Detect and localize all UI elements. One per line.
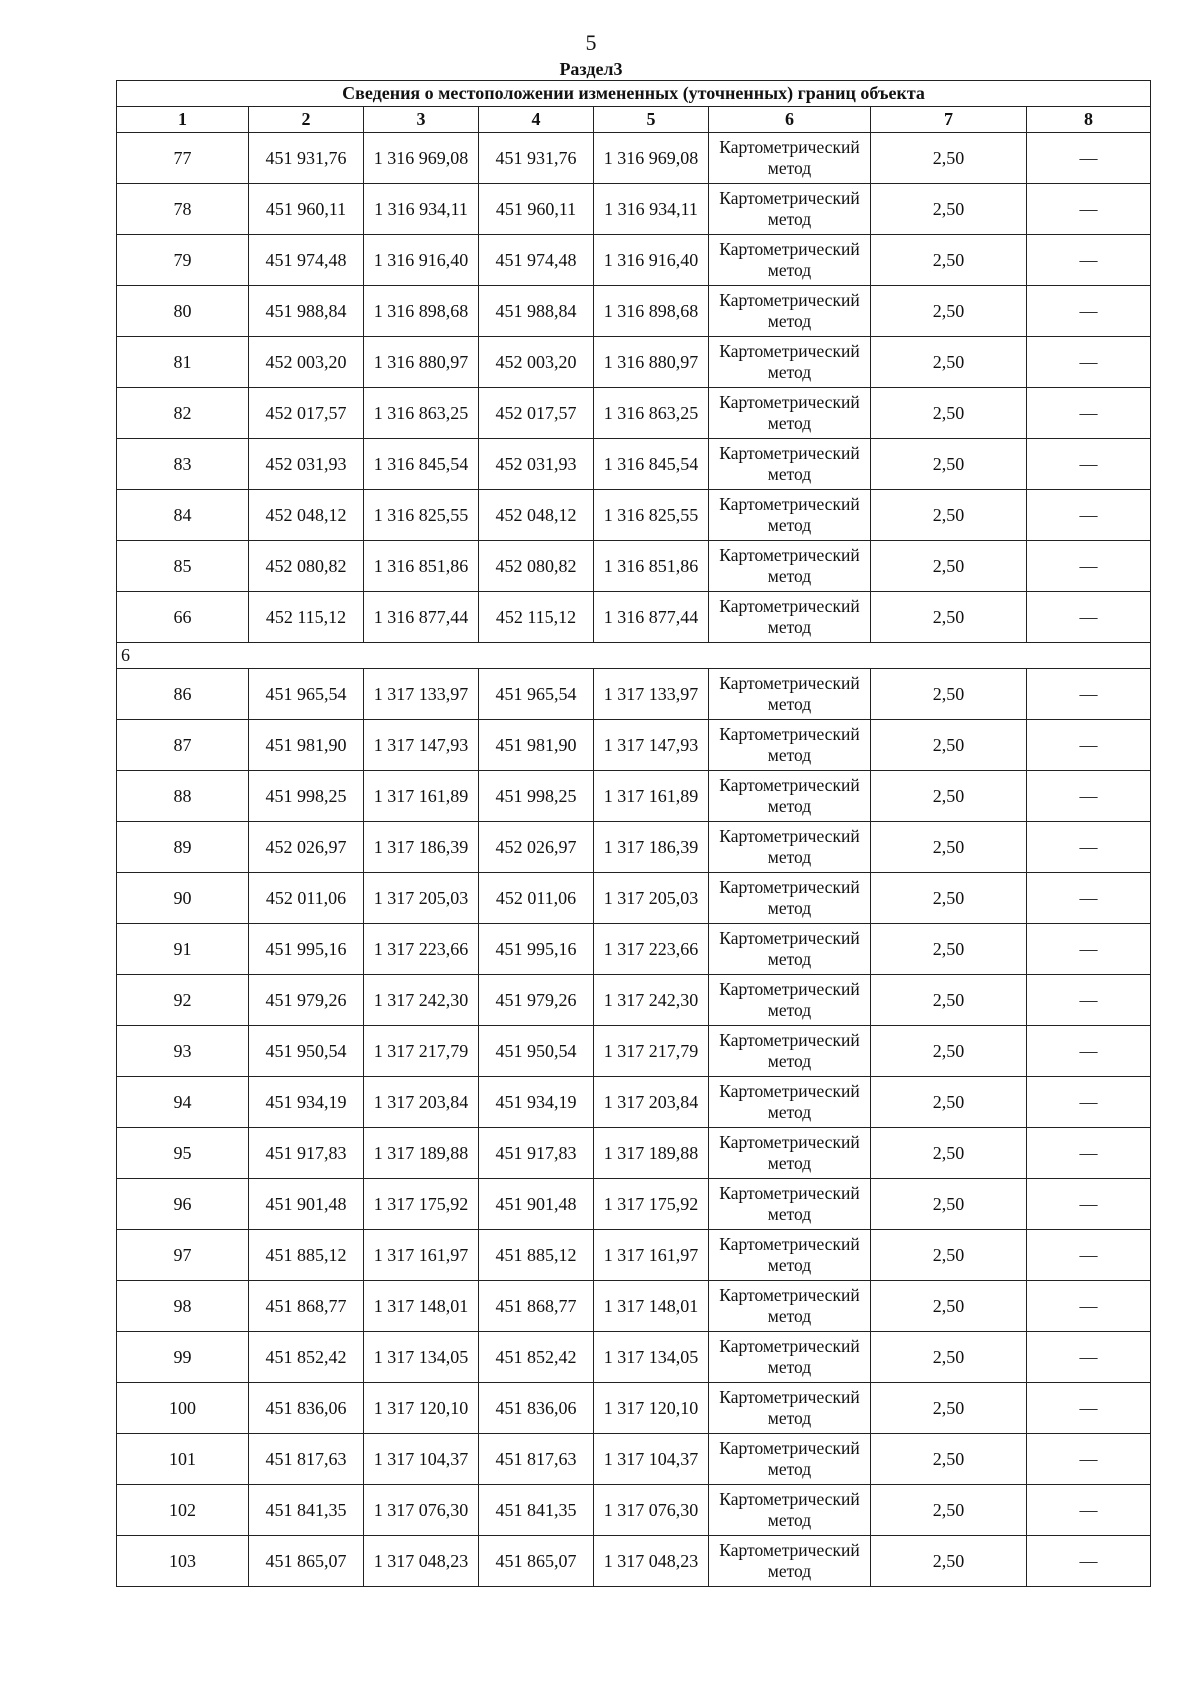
x-existing-cell: 451 998,25 bbox=[249, 771, 364, 822]
y-new-cell: 1 317 242,30 bbox=[594, 975, 709, 1026]
point-number-cell: 89 bbox=[117, 822, 249, 873]
y-new-cell: 1 317 120,10 bbox=[594, 1383, 709, 1434]
table-row bbox=[117, 1077, 1151, 1128]
y-new-cell: 1 317 161,97 bbox=[594, 1230, 709, 1281]
method-cell: Картометрический метод bbox=[709, 975, 871, 1026]
table-row bbox=[117, 924, 1151, 975]
y-existing-cell: 1 317 161,89 bbox=[364, 771, 479, 822]
method-cell: Картометрический метод bbox=[709, 924, 871, 975]
table-row bbox=[117, 771, 1151, 822]
point-number-cell: 98 bbox=[117, 1281, 249, 1332]
column-header: 7 bbox=[871, 107, 1027, 133]
accuracy-cell: 2,50 bbox=[871, 337, 1027, 388]
x-existing-cell: 451 917,83 bbox=[249, 1128, 364, 1179]
y-new-cell: 1 317 175,92 bbox=[594, 1179, 709, 1230]
table-row bbox=[117, 1536, 1151, 1587]
method-cell: Картометрический метод bbox=[709, 1179, 871, 1230]
point-number-cell: 77 bbox=[117, 133, 249, 184]
description-cell: — bbox=[1027, 1536, 1151, 1587]
accuracy-cell: 2,50 bbox=[871, 1128, 1027, 1179]
y-existing-cell: 1 316 825,55 bbox=[364, 490, 479, 541]
boundary-coordinates-table bbox=[116, 80, 1151, 1587]
method-cell: Картометрический метод bbox=[709, 720, 871, 771]
method-cell: Картометрический метод bbox=[709, 235, 871, 286]
y-existing-cell: 1 316 969,08 bbox=[364, 133, 479, 184]
x-existing-cell: 452 031,93 bbox=[249, 439, 364, 490]
method-cell: Картометрический метод bbox=[709, 1230, 871, 1281]
method-cell: Картометрический метод bbox=[709, 286, 871, 337]
x-new-cell: 451 950,54 bbox=[479, 1026, 594, 1077]
point-number-cell: 103 bbox=[117, 1536, 249, 1587]
x-new-cell: 451 901,48 bbox=[479, 1179, 594, 1230]
x-new-cell: 451 981,90 bbox=[479, 720, 594, 771]
x-new-cell: 451 885,12 bbox=[479, 1230, 594, 1281]
x-existing-cell: 451 868,77 bbox=[249, 1281, 364, 1332]
y-new-cell: 1 316 934,11 bbox=[594, 184, 709, 235]
contour-label: 6 bbox=[117, 643, 1151, 669]
method-cell: Картометрический метод bbox=[709, 337, 871, 388]
method-cell: Картометрический метод bbox=[709, 1128, 871, 1179]
column-header: 2 bbox=[249, 107, 364, 133]
y-new-cell: 1 316 863,25 bbox=[594, 388, 709, 439]
y-new-cell: 1 317 104,37 bbox=[594, 1434, 709, 1485]
x-new-cell: 452 011,06 bbox=[479, 873, 594, 924]
description-cell: — bbox=[1027, 337, 1151, 388]
column-header: 6 bbox=[709, 107, 871, 133]
method-cell: Картометрический метод bbox=[709, 1434, 871, 1485]
x-new-cell: 451 836,06 bbox=[479, 1383, 594, 1434]
y-existing-cell: 1 317 134,05 bbox=[364, 1332, 479, 1383]
point-number-cell: 83 bbox=[117, 439, 249, 490]
x-new-cell: 451 998,25 bbox=[479, 771, 594, 822]
x-new-cell: 451 841,35 bbox=[479, 1485, 594, 1536]
x-existing-cell: 451 841,35 bbox=[249, 1485, 364, 1536]
x-existing-cell: 452 026,97 bbox=[249, 822, 364, 873]
description-cell: — bbox=[1027, 1026, 1151, 1077]
point-number-cell: 95 bbox=[117, 1128, 249, 1179]
x-existing-cell: 451 981,90 bbox=[249, 720, 364, 771]
y-new-cell: 1 316 969,08 bbox=[594, 133, 709, 184]
x-existing-cell: 451 995,16 bbox=[249, 924, 364, 975]
accuracy-cell: 2,50 bbox=[871, 235, 1027, 286]
column-header: 1 bbox=[117, 107, 249, 133]
x-existing-cell: 451 852,42 bbox=[249, 1332, 364, 1383]
table-row bbox=[117, 1230, 1151, 1281]
y-existing-cell: 1 317 205,03 bbox=[364, 873, 479, 924]
table-row bbox=[117, 439, 1151, 490]
y-existing-cell: 1 316 845,54 bbox=[364, 439, 479, 490]
accuracy-cell: 2,50 bbox=[871, 592, 1027, 643]
point-number-cell: 66 bbox=[117, 592, 249, 643]
column-header: 4 bbox=[479, 107, 594, 133]
method-cell: Картометрический метод bbox=[709, 1281, 871, 1332]
column-header: 5 bbox=[594, 107, 709, 133]
point-number-cell: 96 bbox=[117, 1179, 249, 1230]
x-new-cell: 452 048,12 bbox=[479, 490, 594, 541]
x-new-cell: 451 934,19 bbox=[479, 1077, 594, 1128]
point-number-cell: 86 bbox=[117, 669, 249, 720]
x-new-cell: 451 852,42 bbox=[479, 1332, 594, 1383]
x-new-cell: 452 080,82 bbox=[479, 541, 594, 592]
y-existing-cell: 1 317 203,84 bbox=[364, 1077, 479, 1128]
method-cell: Картометрический метод bbox=[709, 133, 871, 184]
description-cell: — bbox=[1027, 541, 1151, 592]
y-existing-cell: 1 317 147,93 bbox=[364, 720, 479, 771]
accuracy-cell: 2,50 bbox=[871, 1536, 1027, 1587]
y-existing-cell: 1 316 880,97 bbox=[364, 337, 479, 388]
point-number-cell: 84 bbox=[117, 490, 249, 541]
x-existing-cell: 451 885,12 bbox=[249, 1230, 364, 1281]
table-row bbox=[117, 1026, 1151, 1077]
point-number-cell: 82 bbox=[117, 388, 249, 439]
description-cell: — bbox=[1027, 1434, 1151, 1485]
y-existing-cell: 1 317 189,88 bbox=[364, 1128, 479, 1179]
description-cell: — bbox=[1027, 1077, 1151, 1128]
x-new-cell: 451 965,54 bbox=[479, 669, 594, 720]
point-number-cell: 100 bbox=[117, 1383, 249, 1434]
y-new-cell: 1 316 851,86 bbox=[594, 541, 709, 592]
y-new-cell: 1 316 916,40 bbox=[594, 235, 709, 286]
description-cell: — bbox=[1027, 1128, 1151, 1179]
x-existing-cell: 451 931,76 bbox=[249, 133, 364, 184]
table-row bbox=[117, 1281, 1151, 1332]
y-new-cell: 1 317 076,30 bbox=[594, 1485, 709, 1536]
point-number-cell: 99 bbox=[117, 1332, 249, 1383]
y-new-cell: 1 317 048,23 bbox=[594, 1536, 709, 1587]
y-new-cell: 1 317 134,05 bbox=[594, 1332, 709, 1383]
y-new-cell: 1 316 877,44 bbox=[594, 592, 709, 643]
method-cell: Картометрический метод bbox=[709, 541, 871, 592]
column-header-row bbox=[117, 107, 1151, 133]
column-header: 3 bbox=[364, 107, 479, 133]
point-number-cell: 81 bbox=[117, 337, 249, 388]
point-number-cell: 85 bbox=[117, 541, 249, 592]
y-existing-cell: 1 317 186,39 bbox=[364, 822, 479, 873]
description-cell: — bbox=[1027, 388, 1151, 439]
x-existing-cell: 451 988,84 bbox=[249, 286, 364, 337]
y-existing-cell: 1 317 133,97 bbox=[364, 669, 479, 720]
x-existing-cell: 451 950,54 bbox=[249, 1026, 364, 1077]
y-existing-cell: 1 317 048,23 bbox=[364, 1536, 479, 1587]
table-row bbox=[117, 133, 1151, 184]
y-existing-cell: 1 317 076,30 bbox=[364, 1485, 479, 1536]
point-number-cell: 93 bbox=[117, 1026, 249, 1077]
table-caption: Сведения о местоположении измененных (уточненных) границ объекта bbox=[117, 81, 1151, 107]
accuracy-cell: 2,50 bbox=[871, 490, 1027, 541]
y-existing-cell: 1 317 217,79 bbox=[364, 1026, 479, 1077]
method-cell: Картометрический метод bbox=[709, 490, 871, 541]
point-number-cell: 92 bbox=[117, 975, 249, 1026]
x-new-cell: 451 931,76 bbox=[479, 133, 594, 184]
x-new-cell: 452 031,93 bbox=[479, 439, 594, 490]
y-existing-cell: 1 317 242,30 bbox=[364, 975, 479, 1026]
y-existing-cell: 1 317 175,92 bbox=[364, 1179, 479, 1230]
y-new-cell: 1 317 223,66 bbox=[594, 924, 709, 975]
y-existing-cell: 1 317 120,10 bbox=[364, 1383, 479, 1434]
table-row bbox=[117, 822, 1151, 873]
y-new-cell: 1 317 161,89 bbox=[594, 771, 709, 822]
x-existing-cell: 451 865,07 bbox=[249, 1536, 364, 1587]
description-cell: — bbox=[1027, 771, 1151, 822]
accuracy-cell: 2,50 bbox=[871, 720, 1027, 771]
table-row bbox=[117, 975, 1151, 1026]
x-existing-cell: 452 115,12 bbox=[249, 592, 364, 643]
y-new-cell: 1 316 845,54 bbox=[594, 439, 709, 490]
table-row bbox=[117, 1128, 1151, 1179]
point-number-cell: 97 bbox=[117, 1230, 249, 1281]
table-row bbox=[117, 720, 1151, 771]
y-new-cell: 1 317 205,03 bbox=[594, 873, 709, 924]
point-number-cell: 78 bbox=[117, 184, 249, 235]
point-number-cell: 87 bbox=[117, 720, 249, 771]
table-row bbox=[117, 286, 1151, 337]
x-new-cell: 451 979,26 bbox=[479, 975, 594, 1026]
accuracy-cell: 2,50 bbox=[871, 286, 1027, 337]
description-cell: — bbox=[1027, 873, 1151, 924]
x-new-cell: 452 026,97 bbox=[479, 822, 594, 873]
x-new-cell: 451 974,48 bbox=[479, 235, 594, 286]
y-new-cell: 1 317 186,39 bbox=[594, 822, 709, 873]
table-row bbox=[117, 184, 1151, 235]
table-row bbox=[117, 1383, 1151, 1434]
x-new-cell: 451 865,07 bbox=[479, 1536, 594, 1587]
y-existing-cell: 1 317 148,01 bbox=[364, 1281, 479, 1332]
x-existing-cell: 452 080,82 bbox=[249, 541, 364, 592]
point-number-cell: 90 bbox=[117, 873, 249, 924]
point-number-cell: 91 bbox=[117, 924, 249, 975]
contour-label-row bbox=[117, 643, 1151, 669]
accuracy-cell: 2,50 bbox=[871, 1383, 1027, 1434]
method-cell: Картометрический метод bbox=[709, 388, 871, 439]
page-number: 5 bbox=[585, 30, 597, 55]
x-existing-cell: 451 965,54 bbox=[249, 669, 364, 720]
y-new-cell: 1 317 148,01 bbox=[594, 1281, 709, 1332]
method-cell: Картометрический метод bbox=[709, 669, 871, 720]
x-existing-cell: 452 017,57 bbox=[249, 388, 364, 439]
y-new-cell: 1 317 133,97 bbox=[594, 669, 709, 720]
accuracy-cell: 2,50 bbox=[871, 771, 1027, 822]
method-cell: Картометрический метод bbox=[709, 592, 871, 643]
method-cell: Картометрический метод bbox=[709, 1485, 871, 1536]
accuracy-cell: 2,50 bbox=[871, 873, 1027, 924]
description-cell: — bbox=[1027, 1230, 1151, 1281]
method-cell: Картометрический метод bbox=[709, 822, 871, 873]
x-existing-cell: 451 979,26 bbox=[249, 975, 364, 1026]
y-existing-cell: 1 317 161,97 bbox=[364, 1230, 479, 1281]
table-row bbox=[117, 669, 1151, 720]
x-new-cell: 451 868,77 bbox=[479, 1281, 594, 1332]
table-row bbox=[117, 490, 1151, 541]
table-row bbox=[117, 337, 1151, 388]
point-number-cell: 102 bbox=[117, 1485, 249, 1536]
accuracy-cell: 2,50 bbox=[871, 1332, 1027, 1383]
accuracy-cell: 2,50 bbox=[871, 1434, 1027, 1485]
description-cell: — bbox=[1027, 235, 1151, 286]
y-new-cell: 1 317 203,84 bbox=[594, 1077, 709, 1128]
table-row bbox=[117, 388, 1151, 439]
description-cell: — bbox=[1027, 592, 1151, 643]
point-number-cell: 94 bbox=[117, 1077, 249, 1128]
point-number-cell: 80 bbox=[117, 286, 249, 337]
x-existing-cell: 452 003,20 bbox=[249, 337, 364, 388]
y-new-cell: 1 316 825,55 bbox=[594, 490, 709, 541]
column-header: 8 bbox=[1027, 107, 1151, 133]
x-existing-cell: 451 901,48 bbox=[249, 1179, 364, 1230]
description-cell: — bbox=[1027, 1485, 1151, 1536]
accuracy-cell: 2,50 bbox=[871, 1281, 1027, 1332]
accuracy-cell: 2,50 bbox=[871, 1077, 1027, 1128]
accuracy-cell: 2,50 bbox=[871, 1026, 1027, 1077]
x-new-cell: 452 017,57 bbox=[479, 388, 594, 439]
y-existing-cell: 1 316 863,25 bbox=[364, 388, 479, 439]
y-existing-cell: 1 316 934,11 bbox=[364, 184, 479, 235]
y-existing-cell: 1 317 223,66 bbox=[364, 924, 479, 975]
table-row bbox=[117, 1332, 1151, 1383]
y-new-cell: 1 316 898,68 bbox=[594, 286, 709, 337]
point-number-cell: 101 bbox=[117, 1434, 249, 1485]
point-number-cell: 88 bbox=[117, 771, 249, 822]
x-existing-cell: 451 934,19 bbox=[249, 1077, 364, 1128]
method-cell: Картометрический метод bbox=[709, 873, 871, 924]
method-cell: Картометрический метод bbox=[709, 1383, 871, 1434]
description-cell: — bbox=[1027, 1332, 1151, 1383]
x-new-cell: 451 988,84 bbox=[479, 286, 594, 337]
accuracy-cell: 2,50 bbox=[871, 184, 1027, 235]
y-existing-cell: 1 317 104,37 bbox=[364, 1434, 479, 1485]
x-new-cell: 452 115,12 bbox=[479, 592, 594, 643]
x-existing-cell: 451 974,48 bbox=[249, 235, 364, 286]
method-cell: Картометрический метод bbox=[709, 1026, 871, 1077]
y-new-cell: 1 317 147,93 bbox=[594, 720, 709, 771]
x-new-cell: 451 960,11 bbox=[479, 184, 594, 235]
accuracy-cell: 2,50 bbox=[871, 669, 1027, 720]
table-caption-row bbox=[117, 81, 1151, 107]
method-cell: Картометрический метод bbox=[709, 184, 871, 235]
accuracy-cell: 2,50 bbox=[871, 822, 1027, 873]
x-new-cell: 451 995,16 bbox=[479, 924, 594, 975]
x-new-cell: 452 003,20 bbox=[479, 337, 594, 388]
accuracy-cell: 2,50 bbox=[871, 133, 1027, 184]
description-cell: — bbox=[1027, 286, 1151, 337]
y-existing-cell: 1 316 877,44 bbox=[364, 592, 479, 643]
table-row bbox=[117, 235, 1151, 286]
description-cell: — bbox=[1027, 439, 1151, 490]
x-existing-cell: 451 817,63 bbox=[249, 1434, 364, 1485]
accuracy-cell: 2,50 bbox=[871, 1230, 1027, 1281]
accuracy-cell: 2,50 bbox=[871, 975, 1027, 1026]
x-existing-cell: 451 836,06 bbox=[249, 1383, 364, 1434]
accuracy-cell: 2,50 bbox=[871, 439, 1027, 490]
description-cell: — bbox=[1027, 669, 1151, 720]
table-body bbox=[117, 81, 1151, 1587]
accuracy-cell: 2,50 bbox=[871, 388, 1027, 439]
description-cell: — bbox=[1027, 133, 1151, 184]
method-cell: Картометрический метод bbox=[709, 1077, 871, 1128]
table-row bbox=[117, 1485, 1151, 1536]
description-cell: — bbox=[1027, 1281, 1151, 1332]
y-new-cell: 1 317 217,79 bbox=[594, 1026, 709, 1077]
table-row bbox=[117, 1179, 1151, 1230]
description-cell: — bbox=[1027, 184, 1151, 235]
method-cell: Картометрический метод bbox=[709, 771, 871, 822]
method-cell: Картометрический метод bbox=[709, 1536, 871, 1587]
section-title: Раздел3 bbox=[559, 59, 623, 79]
description-cell: — bbox=[1027, 720, 1151, 771]
table-row bbox=[117, 1434, 1151, 1485]
x-existing-cell: 452 011,06 bbox=[249, 873, 364, 924]
y-existing-cell: 1 316 851,86 bbox=[364, 541, 479, 592]
method-cell: Картометрический метод bbox=[709, 439, 871, 490]
description-cell: — bbox=[1027, 822, 1151, 873]
accuracy-cell: 2,50 bbox=[871, 1485, 1027, 1536]
x-new-cell: 451 917,83 bbox=[479, 1128, 594, 1179]
table-row bbox=[117, 541, 1151, 592]
accuracy-cell: 2,50 bbox=[871, 924, 1027, 975]
table-row bbox=[117, 592, 1151, 643]
description-cell: — bbox=[1027, 975, 1151, 1026]
description-cell: — bbox=[1027, 924, 1151, 975]
description-cell: — bbox=[1027, 1179, 1151, 1230]
y-new-cell: 1 317 189,88 bbox=[594, 1128, 709, 1179]
description-cell: — bbox=[1027, 490, 1151, 541]
x-new-cell: 451 817,63 bbox=[479, 1434, 594, 1485]
x-existing-cell: 452 048,12 bbox=[249, 490, 364, 541]
accuracy-cell: 2,50 bbox=[871, 541, 1027, 592]
y-existing-cell: 1 316 916,40 bbox=[364, 235, 479, 286]
y-existing-cell: 1 316 898,68 bbox=[364, 286, 479, 337]
table-row bbox=[117, 873, 1151, 924]
method-cell: Картометрический метод bbox=[709, 1332, 871, 1383]
description-cell: — bbox=[1027, 1383, 1151, 1434]
x-existing-cell: 451 960,11 bbox=[249, 184, 364, 235]
accuracy-cell: 2,50 bbox=[871, 1179, 1027, 1230]
y-new-cell: 1 316 880,97 bbox=[594, 337, 709, 388]
point-number-cell: 79 bbox=[117, 235, 249, 286]
